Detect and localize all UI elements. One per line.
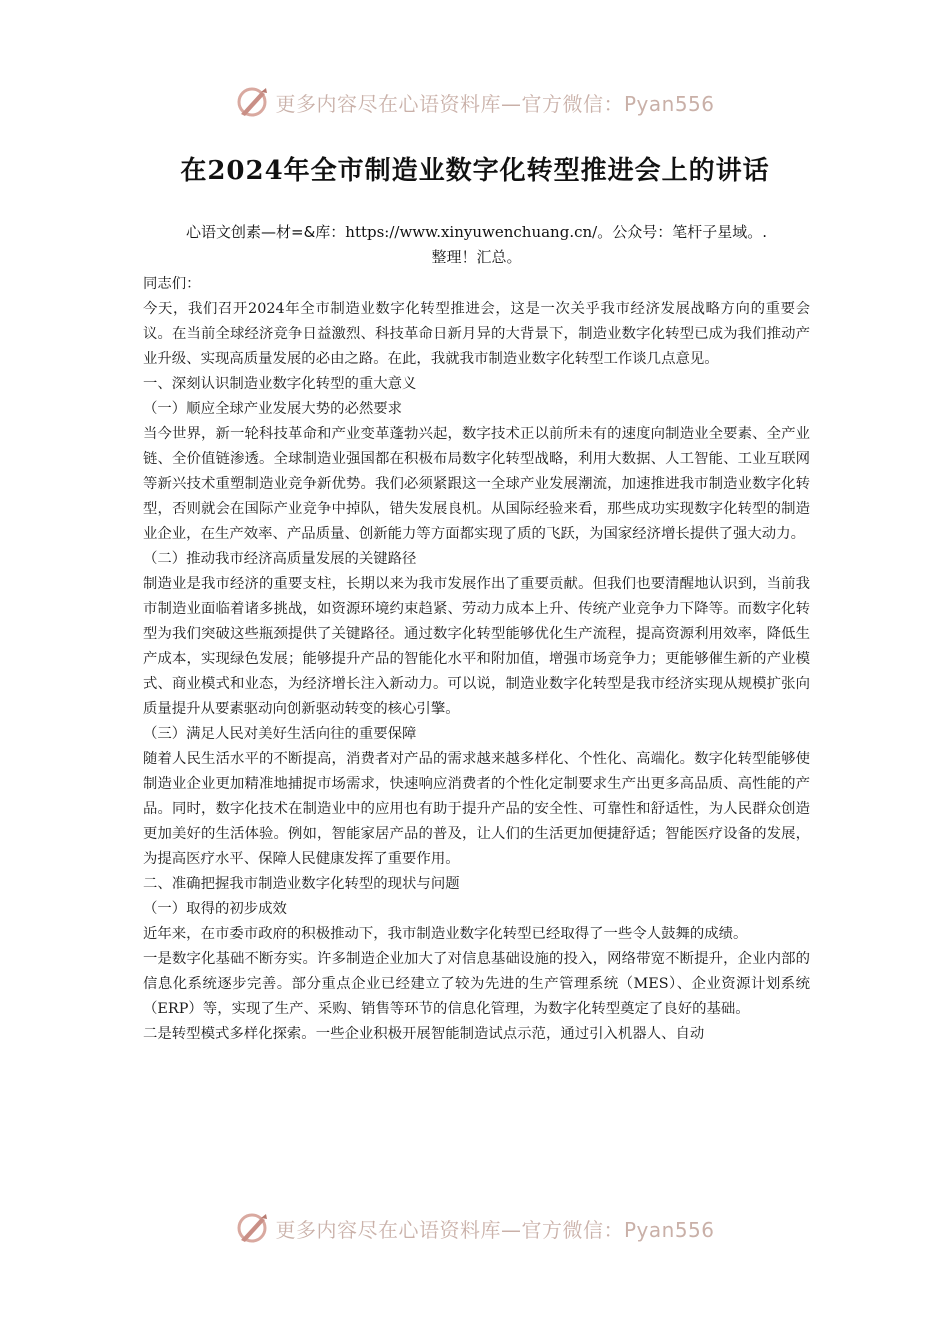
header-watermark <box>0 82 950 122</box>
subsection-heading: （二）推动我市经济高质量发展的关键路径 <box>143 551 417 567</box>
greeting: 同志们： <box>143 276 201 292</box>
subsection-heading: （三）满足人民对美好生活向往的重要保障 <box>143 726 417 742</box>
pen-logo-icon <box>235 84 271 120</box>
document-title: 在2024年全市制造业数字化转型推进会上的讲话 <box>180 156 770 186</box>
section-heading: 一、深刻认识制造业数字化转型的重大意义 <box>143 376 417 392</box>
body-paragraph: 当今世界，新一轮科技革命和产业变革蓬勃兴起，数字技术正以前所未有的速度向制造业全要素、全产业链、全价值链渗透。全球制造业强国都在积极布局数字化转型战略，利用大数据、人工智能、工业互联网等新兴技术重塑制造业竞争新优势。我们必须紧跟这一全球产业发展潮流，加速推进我市制造业数字化转型，否则就会在国际产业竞争中掉队，错失发展良机。从国际经验来看，那些成功实现数字化转型的制造业企业，在生产效率、产品质量、创新能力等方面都实现了质的飞跃，为国家经济增长提供了强大动力。 <box>143 426 810 542</box>
body-paragraph: 今天，我们召开2024年全市制造业数字化转型推进会，这是一次关乎我市经济发展战略方向的重要会议。在当前全球经济竞争日益激烈、科技革命日新月异的大背景下，制造业数字化转型已成为我们推动产业升级、实现高质量发展的必由之路。在此，我就我市制造业数字化转型工作谈几点意见。 <box>143 301 810 367</box>
section-heading: 二、准确把握我市制造业数字化转型的现状与问题 <box>143 876 460 892</box>
body-paragraph: 近年来，在市委市政府的积极推动下，我市制造业数字化转型已经取得了一些令人鼓舞的成绩。 <box>143 926 748 942</box>
subsection-heading: （一）取得的初步成效 <box>143 901 287 917</box>
source-url[interactable]: https://www.xinyuwenchuang.cn/ <box>345 223 598 241</box>
body-paragraph: 随着人民生活水平的不断提高，消费者对产品的需求越来越多样化、个性化、高端化。数字化转型能够使制造业企业更加精准地捕捉市场需求，快速响应消费者的个性化定制要求生产出更多高品质、高性能的产品。同时，数字化技术在制造业中的应用也有助于提升产品的安全性、可靠性和舒适性，为人民群众创造更加美好的生活体验。例如，智能家居产品的普及，让人们的生活更加便捷舒适；智能医疗设备的发展，为提高医疗水平、保障人民健康发挥了重要作用。 <box>143 751 810 867</box>
source-note <box>143 220 810 270</box>
source-line2: 整理！汇总。 <box>431 248 522 266</box>
watermark-text: 更多内容尽在心语资料库—官方微信：Pyan556 <box>275 1217 715 1242</box>
pen-logo-icon <box>235 1210 271 1246</box>
body-paragraph: 制造业是我市经济的重要支柱，长期以来为我市发展作出了重要贡献。但我们也要清醒地认识到，当前我市制造业面临着诸多挑战，如资源环境约束趋紧、劳动力成本上升、传统产业竞争力下降等。而数字化转型为我们突破这些瓶颈提供了关键路径。通过数字化转型能够优化生产流程，提高资源利用效率，降低生产成本，实现绿色发展；能够提升产品的智能化水平和附加值，增强市场竞争力；更能够催生新的产业模式、商业模式和业态，为经济增长注入新动力。可以说，制造业数字化转型是我市经济实现从规模扩张向质量提升从要素驱动向创新驱动转变的核心引擎。 <box>143 576 810 717</box>
footer-watermark <box>0 1208 950 1248</box>
body-paragraph: 二是转型模式多样化探索。一些企业积极开展智能制造试点示范，通过引入机器人、自动 <box>143 1026 705 1042</box>
source-suffix: 。公众号：笔杆子星域。. <box>597 223 767 241</box>
body-paragraph: 一是数字化基础不断夯实。许多制造企业加大了对信息基础设施的投入，网络带宽不断提升，企业内部的信息化系统逐步完善。部分重点企业已经建立了较为先进的生产管理系统（MES）、企业资源计划系统（ERP）等，实现了生产、采购、销售等环节的信息化管理，为数字化转型奠定了良好的基础。 <box>143 951 810 1017</box>
document-body <box>143 272 810 1047</box>
watermark-text: 更多内容尽在心语资料库—官方微信：Pyan556 <box>275 91 715 116</box>
source-prefix: 心语文创素—材=&库： <box>186 223 346 241</box>
subsection-heading: （一）顺应全球产业发展大势的必然要求 <box>143 401 403 417</box>
